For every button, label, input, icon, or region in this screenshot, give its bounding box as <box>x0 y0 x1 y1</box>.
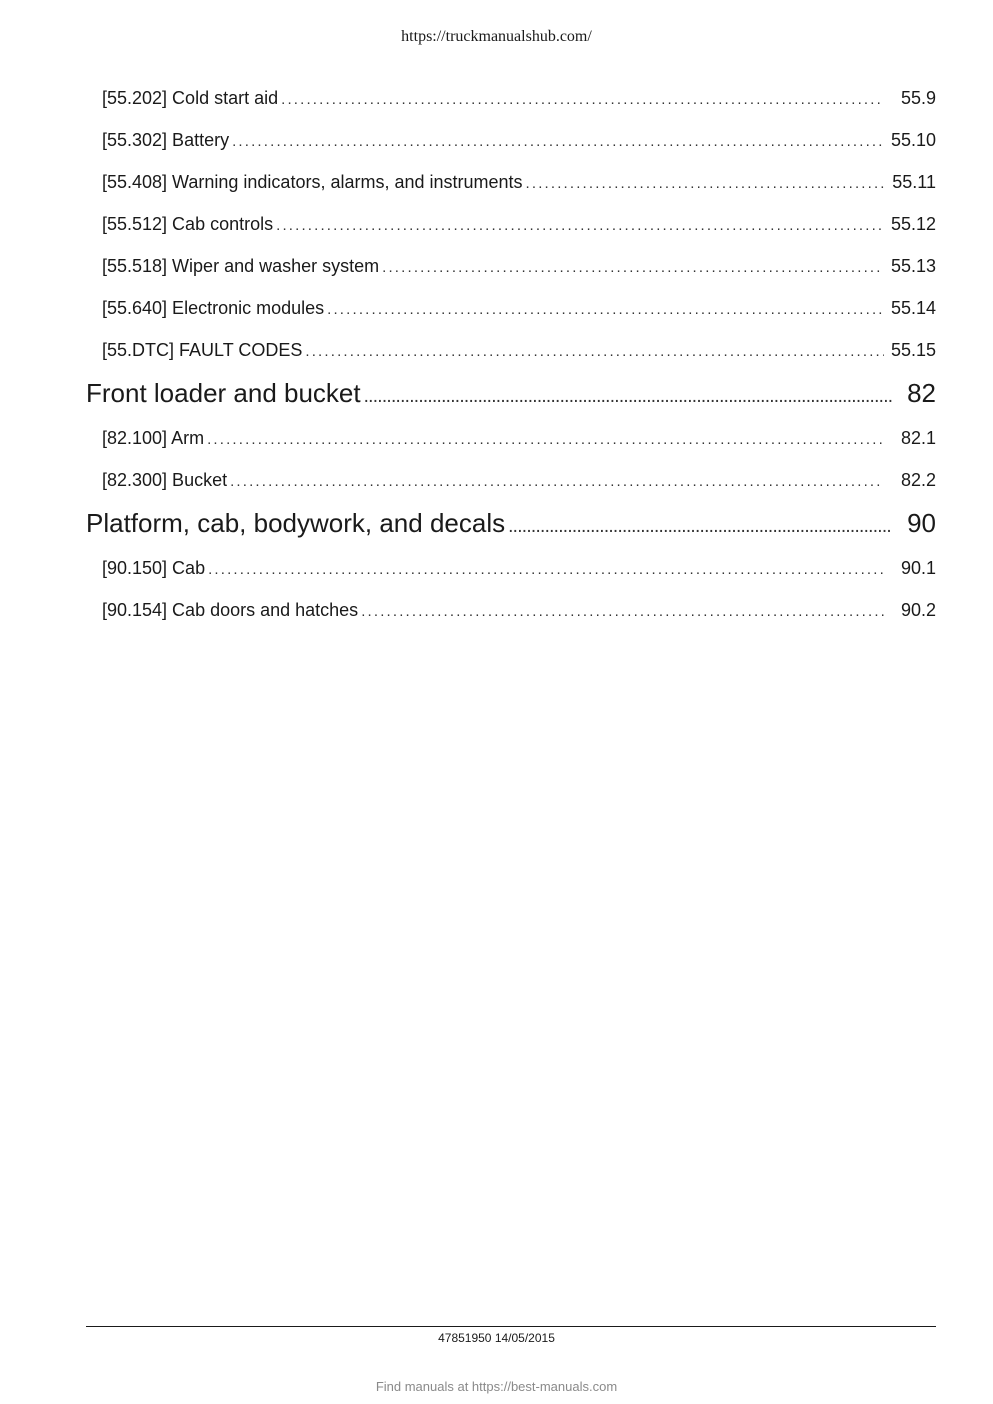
toc-entry-page: 55.9 <box>900 88 936 108</box>
toc-entry-title: [90.154] Cab doors and hatches <box>102 600 359 620</box>
toc-entry-90-150[interactable] <box>86 550 936 592</box>
toc-entry-55-dtc[interactable] <box>86 332 936 374</box>
toc-entry-55-512[interactable] <box>86 206 936 248</box>
dot-leader <box>208 550 884 588</box>
dot-leader <box>382 248 884 286</box>
dot-leader <box>276 206 884 244</box>
dot-leader <box>230 462 884 500</box>
toc-entry-page: 82.1 <box>900 428 936 448</box>
toc-entry-page: 90.2 <box>900 600 936 620</box>
table-of-contents <box>86 80 936 634</box>
toc-entry-title: [82.100] Arm <box>102 428 205 448</box>
header-url[interactable]: https://truckmanualshub.com/ <box>401 28 592 45</box>
toc-section-title: Platform, cab, bodywork, and decals <box>86 508 506 538</box>
footer-divider <box>86 1326 936 1327</box>
toc-section-title: Front loader and bucket <box>86 378 361 408</box>
toc-entry-title: [55.DTC] FAULT CODES <box>102 340 303 360</box>
footer-manuals-link[interactable]: Find manuals at https://best-manuals.com <box>375 1379 618 1394</box>
dot-leader <box>327 290 884 328</box>
toc-entry-55-202[interactable] <box>86 80 936 122</box>
toc-entry-page: 55.13 <box>890 256 936 276</box>
dot-leader <box>361 592 884 630</box>
toc-entry-90-154[interactable] <box>86 592 936 634</box>
toc-entry-page: 55.10 <box>890 130 936 150</box>
toc-entry-82-100[interactable] <box>86 420 936 462</box>
toc-entry-title: [55.202] Cold start aid <box>102 88 279 108</box>
toc-entry-82-300[interactable] <box>86 462 936 504</box>
footer-document-code: 47851950 14/05/2015 <box>438 1331 555 1345</box>
toc-entry-title: [55.512] Cab controls <box>102 214 274 234</box>
toc-section-front-loader[interactable] <box>86 374 936 420</box>
toc-entry-55-640[interactable] <box>86 290 936 332</box>
dot-leader <box>508 504 892 546</box>
dot-leader <box>207 420 884 458</box>
dot-leader <box>232 122 884 160</box>
toc-entry-55-408[interactable] <box>86 164 936 206</box>
toc-entry-page: 55.11 <box>892 172 936 192</box>
toc-entry-title: [55.408] Warning indicators, alarms, and instruments <box>102 172 523 192</box>
toc-section-page: 82 <box>907 378 936 408</box>
toc-entry-page: 90.1 <box>900 558 936 578</box>
toc-entry-title: [55.640] Electronic modules <box>102 298 325 318</box>
toc-entry-page: 55.12 <box>890 214 936 234</box>
dot-leader <box>281 80 884 118</box>
toc-entry-page: 55.14 <box>890 298 936 318</box>
toc-entry-55-302[interactable] <box>86 122 936 164</box>
dot-leader <box>364 374 892 416</box>
toc-entry-page: 55.15 <box>890 340 936 360</box>
toc-entry-page: 82.2 <box>900 470 936 490</box>
dot-leader <box>305 332 884 370</box>
toc-entry-title: [55.518] Wiper and washer system <box>102 256 380 276</box>
toc-section-page: 90 <box>907 508 936 538</box>
toc-entry-title: [55.302] Battery <box>102 130 230 150</box>
dot-leader <box>526 164 884 202</box>
toc-section-platform-cab[interactable] <box>86 504 936 550</box>
toc-entry-title: [90.150] Cab <box>102 558 206 578</box>
toc-entry-55-518[interactable] <box>86 248 936 290</box>
toc-entry-title: [82.300] Bucket <box>102 470 228 490</box>
